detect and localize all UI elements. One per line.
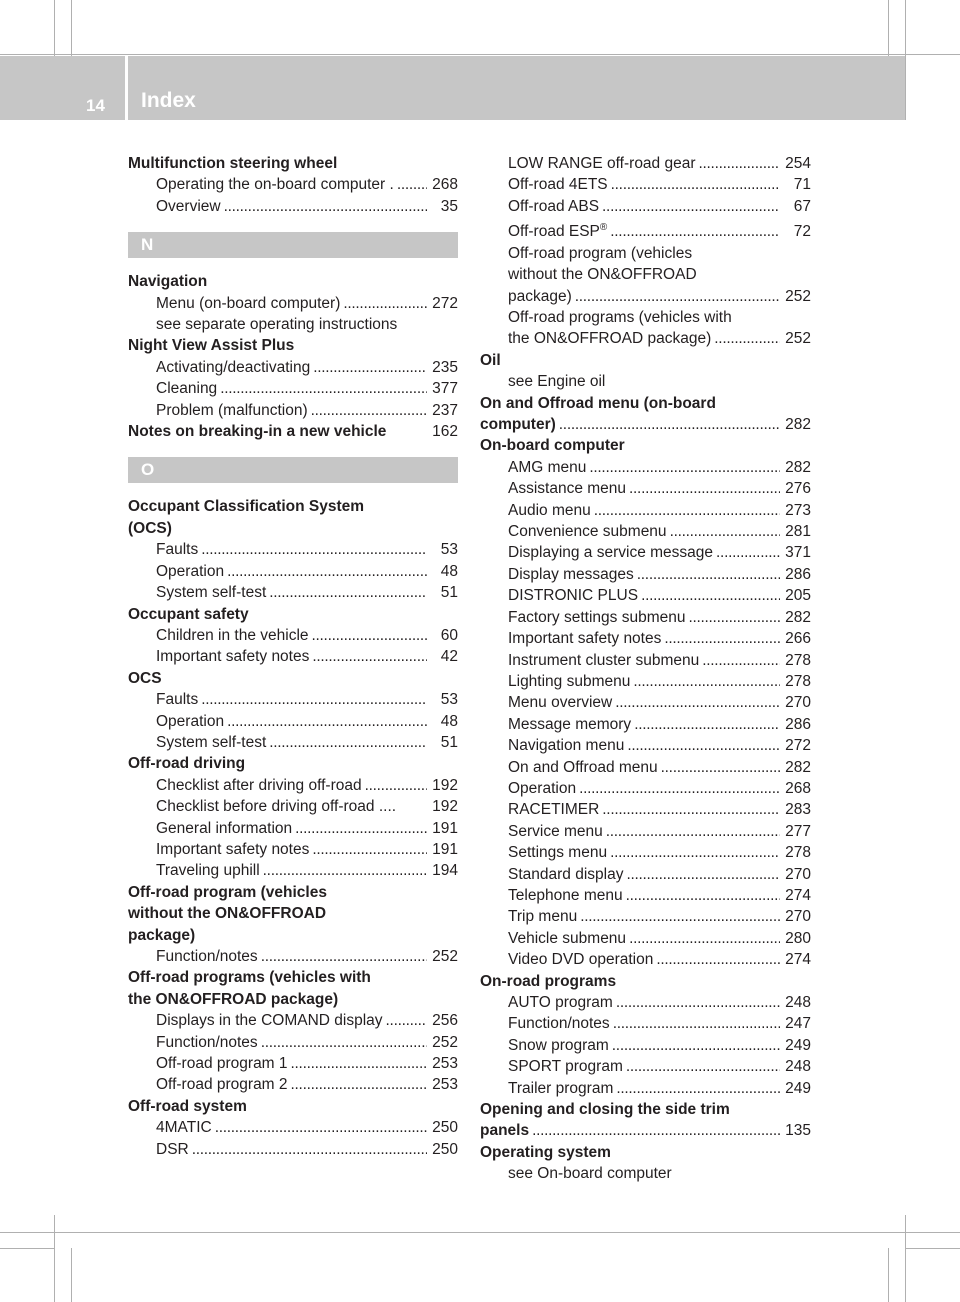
- index-entry[interactable]: Vehicle submenu . . . 280: [480, 928, 811, 949]
- crop-mark: [0, 1248, 54, 1249]
- index-heading: Off-road programs (vehicles with: [128, 969, 371, 987]
- page-ref[interactable]: 270: [785, 908, 811, 926]
- index-entry[interactable]: DISTRONIC PLUS . . . 205: [480, 585, 811, 606]
- page-ref[interactable]: 72: [793, 223, 811, 241]
- cross-reference: see separate operating instructions: [156, 316, 398, 334]
- index-entry[interactable]: Operating the on-board computer . . . . 268: [128, 174, 458, 195]
- page-ref[interactable]: 371: [785, 544, 811, 562]
- index-heading: (OCS): [128, 519, 172, 537]
- index-heading: package): [128, 926, 196, 944]
- index-heading: without the ON&OFFROAD: [128, 905, 327, 923]
- index-entry[interactable]: DSR . . . 250: [128, 1139, 458, 1160]
- index-entry[interactable]: Overview . . . 35: [128, 196, 458, 217]
- index-entry[interactable]: Faults . . . 53: [128, 689, 458, 710]
- index-entry[interactable]: General information . . . 191: [128, 818, 458, 839]
- index-entry[interactable]: Navigation menu . . . 272: [480, 735, 811, 756]
- index-entry[interactable]: AMG menu . . . 282: [480, 457, 811, 478]
- index-entry-line: without the ON&OFFROAD: [508, 266, 697, 284]
- crop-mark: [905, 1215, 906, 1302]
- index-entry[interactable]: Off-road 4ETS . . . 71: [480, 174, 811, 195]
- page-ref[interactable]: 252: [785, 330, 811, 348]
- crop-mark: [71, 1248, 72, 1302]
- index-entry[interactable]: computer) . . . 282: [480, 414, 811, 435]
- cross-reference: see On-board computer: [508, 1165, 672, 1183]
- page-ref[interactable]: 286: [785, 565, 811, 583]
- index-entry[interactable]: Important safety notes . . . 42: [128, 646, 458, 667]
- page-ref[interactable]: 278: [785, 651, 811, 669]
- index-entry[interactable]: Activating/deactivating . . . 235: [128, 357, 458, 378]
- index-entry[interactable]: LOW RANGE off-road gear . . . 254: [480, 153, 811, 174]
- index-heading: OCS: [128, 669, 162, 687]
- index-heading: Occupant safety: [128, 605, 249, 623]
- crop-mark: [905, 0, 906, 120]
- crop-mark: [54, 1215, 55, 1302]
- page-ref[interactable]: 286: [785, 715, 811, 733]
- page-ref[interactable]: 252: [432, 1033, 458, 1051]
- page-ref[interactable]: 191: [432, 819, 458, 837]
- page-ref[interactable]: 280: [785, 929, 811, 947]
- page-ref[interactable]: 270: [785, 865, 811, 883]
- registered-mark: ®: [599, 222, 608, 234]
- onboard-computer-list: [480, 457, 811, 971]
- index-entry[interactable]: System self-test . . . 51: [128, 732, 458, 753]
- page-ref[interactable]: 67: [793, 197, 811, 215]
- index-column-right: [480, 153, 811, 1185]
- index-entry[interactable]: Menu (on-board computer) . . . 272: [128, 293, 458, 314]
- page-ref[interactable]: 237: [432, 401, 458, 419]
- index-entry[interactable]: Operation . . . 268: [480, 778, 811, 799]
- index-entry[interactable]: Convenience submenu . . . 281: [480, 521, 811, 542]
- crop-mark: [0, 54, 960, 55]
- page-ref[interactable]: 274: [785, 951, 811, 969]
- index-heading: Multifunction steering wheel: [128, 155, 338, 172]
- index-heading: Opening and closing the side trim: [480, 1101, 730, 1119]
- index-entry[interactable]: Off-road ABS . . . 67: [480, 196, 811, 217]
- index-entry[interactable]: SPORT program . . . 248: [480, 1056, 811, 1077]
- index-entry-line: Off-road program (vehicles: [508, 244, 693, 262]
- crop-mark: [888, 0, 889, 56]
- index-entry[interactable]: panels . . . 135: [480, 1120, 811, 1141]
- header-divider: [125, 56, 128, 120]
- index-heading: Night View Assist Plus: [128, 337, 295, 355]
- page-ref[interactable]: 377: [432, 380, 458, 398]
- index-entry[interactable]: Snow program . . . 249: [480, 1035, 811, 1056]
- page-ref[interactable]: 282: [785, 758, 811, 776]
- index-entry[interactable]: package) . . . 252: [480, 286, 811, 307]
- page-number: 14: [86, 96, 105, 115]
- index-entry[interactable]: Instrument cluster submenu . . . 278: [480, 650, 811, 671]
- page-ref[interactable]: 235: [432, 358, 458, 376]
- page-ref[interactable]: 53: [440, 691, 458, 709]
- index-heading: On and Offroad menu (on-board: [480, 394, 716, 412]
- index-entry[interactable]: Trailer program . . . 249: [480, 1078, 811, 1099]
- index-entry[interactable]: On and Offroad menu . . . 282: [480, 757, 811, 778]
- onroad-programs-list: [480, 992, 811, 1099]
- page-ref[interactable]: 252: [432, 948, 458, 965]
- index-entry[interactable]: Telephone menu . . . 274: [480, 885, 811, 906]
- index-entry[interactable]: Important safety notes . . . 191: [128, 839, 458, 860]
- index-heading: On-road programs: [480, 972, 617, 990]
- index-entry[interactable]: Displays in the COMAND display . . . 256: [128, 1010, 458, 1031]
- page-ref[interactable]: 283: [785, 801, 811, 819]
- page-ref[interactable]: 192: [432, 798, 458, 816]
- index-entry[interactable]: Operation . . . 48: [128, 711, 458, 732]
- crop-mark: [71, 0, 72, 56]
- index-entry-line: Off-road programs (vehicles with: [508, 309, 732, 326]
- page-ref[interactable]: 282: [785, 458, 811, 476]
- index-heading: Operating system: [480, 1143, 611, 1161]
- index-entry[interactable]: 4MATIC . . . 250: [128, 1117, 458, 1138]
- page-ref[interactable]: 250: [432, 1140, 458, 1158]
- page-ref[interactable]: 272: [432, 294, 458, 312]
- index-entry[interactable]: Off-road program 2 . . . 253: [128, 1074, 458, 1095]
- index-entry[interactable]: Audio menu . . . 273: [480, 500, 811, 521]
- page-ref[interactable]: 268: [785, 779, 811, 797]
- page-ref[interactable]: 35: [440, 197, 458, 215]
- index-entry[interactable]: Operation . . . 48: [128, 561, 458, 582]
- page-ref[interactable]: 273: [785, 501, 811, 519]
- index-entry[interactable]: Video DVD operation . . . 274: [480, 949, 811, 970]
- index-heading: On-board computer: [480, 437, 625, 455]
- page-title: Index: [141, 89, 196, 112]
- page-ref[interactable]: 194: [432, 862, 458, 880]
- index-entry[interactable]: Lighting submenu . . . 278: [480, 671, 811, 692]
- page-ref[interactable]: 42: [440, 648, 458, 666]
- page-ref[interactable]: 51: [440, 733, 458, 751]
- page-ref[interactable]: 248: [785, 994, 811, 1011]
- index-entry[interactable]: Message memory . . . 286: [480, 714, 811, 735]
- page-ref[interactable]: 253: [432, 1076, 458, 1094]
- section-letter-o: O: [128, 457, 458, 483]
- index-entry[interactable]: Function/notes . . . 252: [128, 1032, 458, 1053]
- index-entry[interactable]: Children in the vehicle . . . 60: [128, 625, 458, 646]
- index-heading: Navigation: [128, 273, 208, 291]
- index-entry[interactable]: Notes on breaking-in a new vehicle 162: [128, 421, 458, 442]
- index-entry[interactable]: Faults . . . 53: [128, 539, 458, 560]
- page-ref[interactable]: 274: [785, 886, 811, 904]
- page-ref[interactable]: 248: [785, 1058, 811, 1076]
- index-entry[interactable]: System self-test . . . 51: [128, 582, 458, 603]
- page-ref[interactable]: 249: [785, 1036, 811, 1054]
- page-ref[interactable]: 282: [785, 608, 811, 626]
- index-entry[interactable]: Off-road ESP® . . . 72: [480, 217, 811, 243]
- index-entry[interactable]: Factory settings submenu . . . 282: [480, 607, 811, 628]
- page-ref[interactable]: 268: [432, 176, 458, 194]
- index-entry[interactable]: Off-road program 1 . . . 253: [128, 1053, 458, 1074]
- index-heading: Off-road system: [128, 1097, 247, 1115]
- page-ref[interactable]: 71: [793, 176, 811, 194]
- page-ref[interactable]: 48: [440, 712, 458, 730]
- page-ref[interactable]: 281: [785, 523, 811, 541]
- page-ref[interactable]: 192: [432, 776, 458, 794]
- page-ref[interactable]: 278: [785, 844, 811, 862]
- page-ref[interactable]: 53: [440, 541, 458, 559]
- index-entry[interactable]: AUTO program . . . 248: [480, 992, 811, 1013]
- page-ref[interactable]: 162: [432, 423, 458, 441]
- page-ref[interactable]: 252: [785, 287, 811, 305]
- page-ref[interactable]: 278: [785, 672, 811, 690]
- page-ref[interactable]: 250: [432, 1119, 458, 1137]
- page-ref[interactable]: 276: [785, 480, 811, 498]
- index-entry[interactable]: Displaying a service message . . . 371: [480, 542, 811, 563]
- page-ref[interactable]: 249: [785, 1079, 811, 1097]
- page-ref[interactable]: 205: [785, 587, 811, 605]
- index-entry[interactable]: Problem (malfunction) . . . 237: [128, 400, 458, 421]
- page-ref[interactable]: 266: [785, 630, 811, 648]
- index-entry[interactable]: Important safety notes . . . 266: [480, 628, 811, 649]
- crop-mark: [0, 1232, 960, 1233]
- index-entry[interactable]: Traveling uphill . . . 194: [128, 860, 458, 881]
- index-entry[interactable]: Function/notes . . . 247: [480, 1013, 811, 1034]
- crop-mark: [888, 1248, 889, 1302]
- page-ref[interactable]: 256: [432, 1012, 458, 1030]
- page-ref[interactable]: 254: [785, 155, 811, 172]
- index-heading: Occupant Classification System: [128, 498, 365, 516]
- page-header: [0, 56, 905, 120]
- index-entry[interactable]: Menu overview . . . 270: [480, 692, 811, 713]
- page-ref[interactable]: 191: [432, 840, 458, 858]
- crop-mark: [905, 1248, 960, 1249]
- index-heading: Oil: [480, 351, 501, 369]
- index-entry[interactable]: Assistance menu . . . 276: [480, 478, 811, 499]
- page-ref[interactable]: 48: [440, 562, 458, 580]
- index-entry[interactable]: Checklist after driving off-road . . . 192: [128, 775, 458, 796]
- page-ref[interactable]: 247: [785, 1015, 811, 1033]
- index-entry[interactable]: Cleaning . . . 377: [128, 378, 458, 399]
- page-ref[interactable]: 60: [440, 626, 458, 644]
- page-ref[interactable]: 277: [785, 822, 811, 840]
- index-entry[interactable]: Trip menu . . . 270: [480, 906, 811, 927]
- index-entry[interactable]: the ON&OFFROAD package) . . . 252: [480, 328, 811, 349]
- index-entry[interactable]: Standard display . . . 270: [480, 864, 811, 885]
- page-ref[interactable]: 270: [785, 694, 811, 712]
- page-ref[interactable]: 253: [432, 1055, 458, 1073]
- index-entry[interactable]: Service menu . . . 277: [480, 821, 811, 842]
- index-heading: the ON&OFFROAD package): [128, 990, 339, 1008]
- index-entry[interactable]: Checklist before driving off-road .... 192: [128, 796, 458, 817]
- index-entry[interactable]: RACETIMER . . . 283: [480, 799, 811, 820]
- index-heading: Off-road program (vehicles: [128, 883, 327, 901]
- index-entry[interactable]: Function/notes . . . 252: [128, 946, 458, 967]
- page-ref[interactable]: 135: [785, 1122, 811, 1140]
- cross-reference: see Engine oil: [508, 373, 606, 391]
- index-entry[interactable]: Settings menu . . . 278: [480, 842, 811, 863]
- page-ref[interactable]: 282: [785, 416, 811, 434]
- index-entry[interactable]: Display messages . . . 286: [480, 564, 811, 585]
- index-column-left: [128, 153, 458, 1160]
- page-ref[interactable]: 51: [440, 584, 458, 602]
- section-letter-n: N: [128, 232, 458, 258]
- index-heading: Off-road driving: [128, 755, 246, 773]
- page-ref[interactable]: 272: [785, 737, 811, 755]
